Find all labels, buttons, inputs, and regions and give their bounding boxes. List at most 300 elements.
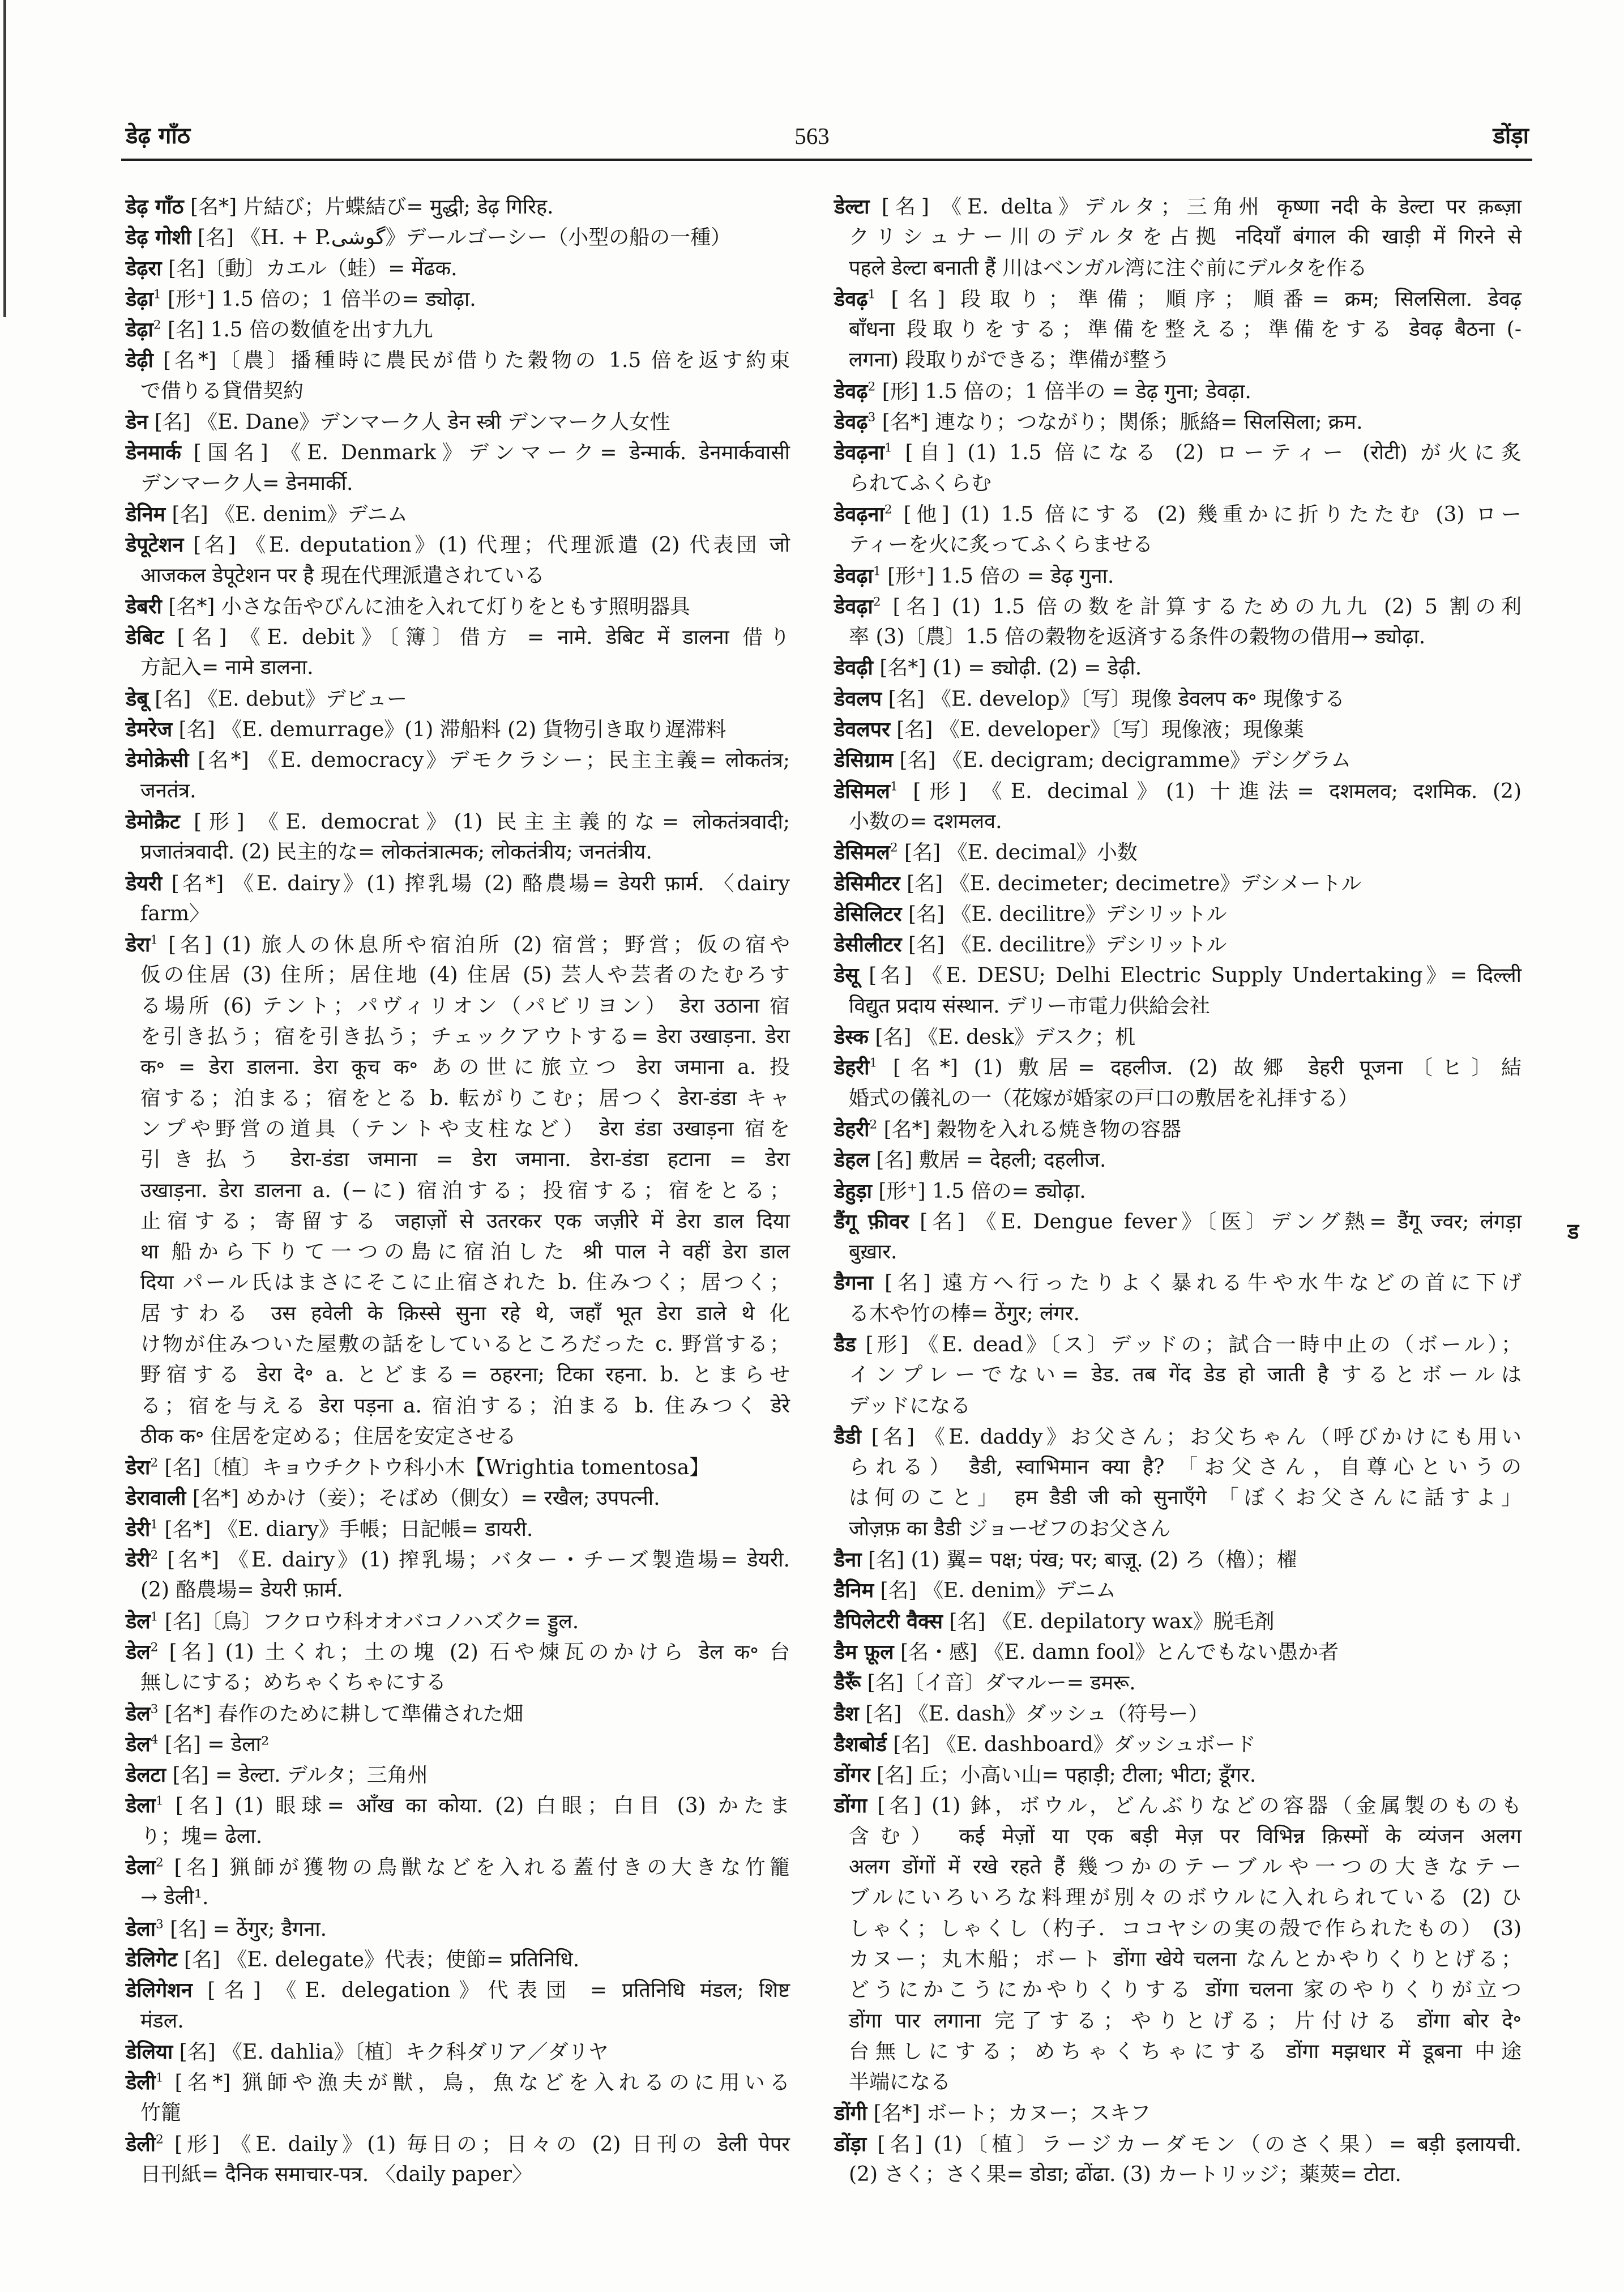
entry-text: [名] 《H. + P.گوشی》デールゴーシー（小型の船の一種） [191,226,732,250]
entry-text: 婚式の儀礼の一（花嫁が婚家の戸口の敷居を礼拝する） [849,1086,1359,1110]
entry-continuation-line [126,1299,790,1329]
entry-text: る；宿を与える डेरा पड़ना a. 宿泊する；泊まる b. 住みつく डेरे [140,1394,790,1418]
homograph-number: 1 [156,2071,164,2085]
entry-text: [形] 1.5 倍の；1 倍半の = डेढ़ गुना; डेवढ़ा. [875,379,1251,403]
entry-headword: डैम फ़ूल [834,1640,894,1664]
entry-continuation-line [126,1083,790,1114]
entry-headword: डेवलप [834,686,882,711]
entry-continuation-line [126,376,790,407]
entry-continuation-line [126,960,790,991]
entry-text: 日刊紙= दैनिक समाचार-पत्र. 〈daily paper〉 [140,2163,532,2186]
entry-text: [名] 《E. DESU; Delhi Electric Supply Undertaking》= दिल्ली [858,964,1522,988]
entry-text: る木や竹の棒= ठेंगुर; लंगर. [849,1301,1080,1325]
entry-head-line [834,652,1522,683]
entry-head-line [834,1022,1522,1052]
entry-text: [名] 猟師が獲物の鳥獣などを入れる蓋付きの大きな竹籠 [163,1856,790,1880]
entry-text: [形] 《E. democrat》(1) 民主主義的な= लोकतंत्रवादी; [180,810,790,834]
entry-headword: डेसिग्राम [834,748,894,772]
entry-headword: डेवढ़ना [834,502,884,526]
entry-text: प्रजातंत्रवादी. (2) 民主的な= लोकतंत्रात्मक; लोकतंत्रीय; जनतंत्रीय. [140,840,652,864]
entry-text: [名] 《E. dashboard》ダッシュボード [886,1732,1256,1756]
entry-headword: डेवढ़ा [834,564,873,588]
entry-text: [名*] (1) 敷居= दहलीज. (2) 故郷 डेहरी पूजना〔ヒ〕結 [877,1056,1522,1080]
entry-headword: डेढ़ा [126,318,153,342]
entry-head-line [126,806,790,837]
entry-text: [形] 《E. decimal》(1) 十進法= दशमलव; दशमिक. (2) [898,779,1522,803]
homograph-number: 2 [153,318,161,332]
entry-headword: डेला [126,1917,156,1941]
entry-text: [名*] 《E. dairy》(1) 搾乳場 (2) 酪農場= डेयरी फ़ार्म. 〈dairy [162,872,790,895]
entry-headword: डेढ़ गाँठ [126,195,184,219]
homograph-number: 1 [867,287,876,302]
entry-head-line [126,1483,790,1513]
entry-head-line [834,684,1522,714]
entry-head-line [834,837,1522,868]
homograph-number: 3 [156,1917,164,1932]
entry-continuation-line [834,1083,1522,1114]
homograph-number: 1 [869,1056,878,1070]
homograph-number: 1 [150,1610,159,1624]
entry-text: [名*] (1) = ड्योढ़ी. (2) = डेढ़ी. [873,656,1142,680]
entry-head-line [126,437,790,468]
entry-head-line [834,591,1522,622]
entry-text: था 船から下りて一つの島に宿泊した श्री पाल ने वहीं डेरा डाल [140,1240,790,1264]
header-rule [121,159,1532,161]
entry-headword: डेबरी [126,594,162,618]
homograph-number: 2 [884,502,892,517]
entry-headword: डैना [834,1548,862,1572]
entry-text: [名*] 《E. dairy》(1) 搾乳場；バター・チーズ製造場= डेयरी. [158,1548,790,1572]
entry-text: मंडल. [140,2009,184,2033]
entry-head-line [126,1852,790,1883]
left-column [126,191,790,2190]
entry-headword: डैंगू फ़ीवर [834,1209,909,1234]
entry-headword: डेमोक्रैट [126,809,180,834]
homograph-number: 1 [873,564,881,579]
entry-continuation-line [126,776,790,806]
entry-text: [名*] 穀物を入れる焼き物の容器 [877,1117,1182,1141]
entry-text: 方記入= नामे डालना. [140,656,314,680]
entry-continuation-line [834,1821,1522,1852]
entry-text: 台無しにする；めちゃくちゃにする डोंगा मझधार में डूबना 中途 [849,2039,1522,2063]
entry-continuation-line [126,1821,790,1852]
entry-continuation-line [126,2006,790,2037]
entry-text: 引き払う डेरा-डंडा जमाना = डेरा जमाना. डेरा-डंडा हटाना = डेरा [140,1148,790,1172]
entry-text: [名*] 《E. diary》手帳；日記帳= डायरी. [158,1517,533,1541]
entry-text: [名] 《E. debit》〔簿〕借方 = नामे. डेबिट में डालना 借り [164,626,790,650]
entry-continuation-line [126,1022,790,1052]
entry-head-line [834,1176,1522,1206]
entry-text: [名*] 春作のために耕して準備された畑 [158,1702,524,1726]
entry-continuation-line [834,1299,1522,1329]
entry-text: どうにかこうにかやりくりする डोंगा चलना 家のやりくりが立つ [849,1978,1522,2002]
entry-continuation-line [126,1575,790,1606]
entry-continuation-line [126,2098,790,2128]
entry-head-line [834,499,1522,530]
entry-text: [名] 《E. delta》デルタ；三角州 कृष्णा नदी के डेल्टा पर क़ब्ज़ा [869,195,1522,219]
entry-continuation-line [834,1483,1522,1513]
entry-head-line [834,776,1522,806]
entry-text: farm〉 [140,902,210,925]
entry-text: られてふくらむ [849,471,992,495]
entry-continuation-line [834,1391,1522,1422]
entry-continuation-line [834,314,1522,345]
entry-continuation-line [834,991,1522,1022]
entry-text: [形] 《E. dead》〔ス〕デッドの；試合一時中止の（ボール）； [856,1333,1522,1356]
entry-head-line [126,1790,790,1821]
entry-text: 竹籠 [140,2101,182,2125]
entry-head-line [126,2067,790,2098]
entry-text: [名] 1.5 倍の数値を出す九九 [161,318,433,342]
entry-text: 宿する；泊まる；宿をとる b. 転がりこむ；居つく डेरा-डंडा キャ [140,1086,790,1110]
entry-continuation-line [126,1667,790,1698]
entry-head-line [834,1052,1522,1083]
homograph-number: 2 [156,1855,164,1870]
entry-head-line [126,345,790,375]
entry-text: [名] 遠方へ行ったりよく暴れる牛や水牛などの首に下げ [873,1271,1522,1295]
entry-text: [名] 《E. delegation》代表団 = प्रतिनिधि मंडल; शिष्ट [192,1979,790,2003]
homograph-number: 1 [890,779,898,794]
entry-headword: डेढ़ी [126,348,153,373]
entry-continuation-line [126,2159,790,2190]
entry-headword: डेलटा [126,1763,166,1787]
entry-head-line [834,899,1522,929]
entry-text: लगना) 段取りができる；準備が整う [849,348,1170,372]
entry-headword: डेरी [126,1517,151,1541]
entry-continuation-line [126,1114,790,1145]
entry-head-line [834,561,1522,591]
homograph-number: 1 [150,1517,159,1532]
entry-text: [名]〔動〕カエル（蛙）= मेंढक. [161,257,458,280]
entry-headword: डेल [126,1732,151,1756]
running-head-first-entry: डेढ़ गाँठ [126,122,190,149]
entry-headword: डेनमार्क [126,441,181,465]
entry-continuation-line [834,2037,1522,2067]
entry-head-line [834,929,1522,960]
entry-text: [名] (1) 旅人の休息所や宿泊所 (2) 宿営；野営；仮の宿や [158,933,790,957]
entry-text: [自] (1) 1.5 倍になる (2) ローティー (रोटी) が火に炙 [892,441,1522,465]
entry-head-line [126,314,790,345]
entry-head-line [126,284,790,314]
scan-edge-line [3,0,6,317]
entry-text: デッドになる [849,1394,971,1418]
entry-headword: डेबू [126,686,148,711]
entry-headword: डेला [126,1855,156,1880]
entry-text: [名] 《E. decigram; decigramme》デシグラム [893,749,1352,772]
entry-continuation-line [834,2159,1522,2190]
entry-head-line [834,1760,1522,1790]
entry-head-line [834,1667,1522,1698]
homograph-number: 2 [890,840,898,855]
entry-headword: डैगना [834,1271,873,1295]
entry-headword: डेली [126,2071,156,2095]
homograph-number: 4 [150,1732,159,1747]
entry-head-line [834,868,1522,899]
homograph-number: 2 [150,1548,159,1563]
entry-text: [名] 段取り；準備；順序；順番= क्रम; सिलसिला. डेवढ़ [875,287,1522,311]
entry-text: [名] 《E. denim》デニム [874,1579,1116,1603]
running-head-last-entry: डोंड़ा [1493,122,1529,149]
entry-text: 居すわる उस हवेली के क़िस्से सुना रहे थे, जहाँ भूत डेरा डाले थे 化 [140,1301,790,1325]
entry-headword: डेनिम [126,502,166,526]
entry-continuation-line [834,1360,1522,1390]
entry-headword: डेबिट [126,625,164,650]
entry-text: ठीक क॰ 住居を定める；住居を安定させる [140,1424,516,1448]
entry-head-line [834,1206,1522,1237]
entry-text: 止宿する；寄留する जहाज़ों से उतरकर एक जज़ीरे में डेरा डाल दिया [140,1209,790,1233]
entry-text: [名] 《E. delegate》代表；使節= प्रतिनिधि. [177,1948,580,1971]
entry-headword: डेढ़ गोशी [126,225,191,250]
entry-headword: डेल्टा [834,195,870,219]
entry-head-line [834,745,1522,775]
homograph-number: 1 [150,933,159,947]
entry-continuation-line [834,2006,1522,2037]
entry-text: [名]〔鳥〕フクロウ科オオバコノハズク= ड्डुल. [158,1610,579,1633]
entry-text: [国名] 《E. Denmark》デンマーク= डेन्मार्क. डेनमार्कवासी [181,441,790,465]
entry-headword: डेसीलीटर [834,933,902,957]
entry-continuation-line [834,1975,1522,2005]
entry-text: 仮の住居 (3) 住所；居住地 (4) 住居 (5) 芸人や芸者のたむろす [140,963,790,987]
entry-text: [名] 《E. decilitre》デシリットル [901,902,1227,926]
entry-text: उखाड़ना. डेरा डालना a. (−に) 宿泊する；投宿する；宿をとる； [140,1179,790,1202]
entry-text: विद्युत प्रदाय संस्थान. デリー市電力供給会社 [849,994,1211,1018]
entry-text: [名] 《E. dash》ダッシュ（符号ー） [858,1702,1209,1726]
entry-text: け物が住みついた屋敷の話をしているところだった c. 野営する； [140,1332,790,1356]
entry-text: दिया パール氏はまさにそこに止宿された b. 住みつく；居つく； [140,1271,790,1295]
entry-headword: डैडी [834,1424,861,1449]
entry-text: (2) さく；さく果= डोडा; ढोंढा. (3) カートリッジ；薬莢= टोटा. [849,2163,1401,2186]
entry-continuation-line [834,1883,1522,1913]
entry-text: を引き払う；宿を引き払う；チェックアウトする= डेरा उखाड़ना. डेरा [140,1025,790,1049]
entry-text: [他] (1) 1.5 倍にする (2) 幾重かに折りたたむ (3) ロー [892,502,1522,526]
entry-headword: डेसू [834,963,859,988]
entry-head-line [834,1575,1522,1606]
entry-continuation-line [126,1145,790,1175]
entry-headword: डोंगा [834,1794,867,1818]
entry-headword: डेला [126,1794,156,1818]
entry-headword: डेवढ़ [834,287,868,311]
entry-head-line [126,1944,790,1975]
homograph-number: 2 [869,1117,878,1132]
entry-continuation-line [834,345,1522,375]
entry-text: [名] = डेला² [158,1732,270,1756]
entry-text: [名] 《E. demurrage》(1) 滞船料 (2) 貨物引き取り遅滞料 [172,718,726,742]
entry-continuation-line [126,1176,790,1206]
entry-headword: डेहरी [834,1117,870,1141]
entry-head-line [126,714,790,745]
entry-text: [名] 敷居 = देहली; दहलीज. [869,1149,1106,1172]
homograph-number: 1 [153,287,161,302]
entry-head-line [834,191,1522,222]
entry-head-line [126,591,790,622]
entry-headword: डोंड़ा [834,2132,867,2156]
entry-text: → डेली¹. [140,1886,209,1910]
entry-headword: डेवढ़ा [834,594,873,618]
entry-headword: डेहरी [834,1056,870,1080]
entry-continuation-line [834,530,1522,560]
entry-text: पहले डेल्टा बनाती हैं 川はベンガル湾に注ぐ前にデルタを作る [849,256,1367,280]
entry-headword: डेमोक्रेसी [126,748,189,772]
entry-text: [形⁺] 1.5 倍の = डेढ़ गुना. [881,564,1114,588]
entry-head-line [834,376,1522,407]
entry-text: [形⁺] 1.5 倍の；1 倍半の= ड्योढ़ा. [161,287,476,311]
entry-text: [名] 《E. develop》〔写〕現像 डेवलप क॰ 現像する [882,687,1345,711]
homograph-number: 1 [156,1794,164,1809]
thumb-index-letter: ड [1567,1218,1579,1244]
entry-headword: डेलिया [126,2039,173,2064]
entry-text: अलग डोंगों में रखे रहते हैं 幾つかのテーブルや一つの大きなテー [849,1855,1522,1879]
entry-text: डोंगा पार लगाना 完了する；やりとげる；片付ける डोंगा बोर दे॰ [849,2009,1522,2033]
homograph-number: 1 [884,441,892,455]
entry-head-line [126,929,790,960]
entry-text: [名] (1) 眼球= आँख का कोया. (2) 白眼；白目 (3) かたま [163,1794,790,1818]
entry-text: で借りる貸借契約 [140,379,304,403]
entry-continuation-line [126,1206,790,1237]
entry-continuation-line [126,1329,790,1360]
entry-head-line [834,1329,1522,1360]
entry-continuation-line [126,468,790,499]
entry-continuation-line [126,1360,790,1390]
entry-continuation-line [126,991,790,1022]
entry-head-line [126,1698,790,1729]
entry-head-line [126,191,790,222]
entry-headword: डेवढ़ी [834,656,873,680]
entry-head-line [126,2129,790,2159]
entry-head-line [126,1452,790,1483]
entry-headword: डेवढ़ना [834,441,884,465]
entry-headword: डेल [126,1701,151,1726]
entry-text: [名] 丘；小高い山= पहाड़ी; टीला; भीटा; डूँगर. [870,1764,1257,1787]
entry-continuation-line [126,1883,790,1913]
homograph-number: 2 [150,1456,159,1470]
entry-text: [名] 《E. daddy》お父さん；お父ちゃん（呼びかけにも用い [861,1425,1522,1449]
entry-headword: डेलिगेशन [126,1978,193,2003]
entry-text: [名] 《E. decimeter; decimetre》デシメートル [900,872,1362,895]
entry-head-line [126,745,790,775]
entry-text: [名] = डेल्टा. デルタ；三角州 [166,1764,428,1787]
entry-text: 無しにする；めちゃくちゃにする [140,1671,447,1695]
entry-text: [名]〔イ音〕ダマルー= डमरू. [861,1671,1136,1695]
entry-text: [名] 《E. Dengue fever》〔医〕デング熱= डैंगू ज्वर; लंगड़ा [908,1210,1522,1234]
entry-continuation-line [126,1391,790,1422]
entry-headword: डैपिलेटरी वैक्स [834,1609,943,1633]
entry-continuation-line [834,1944,1522,1975]
entry-continuation-line [834,222,1522,253]
entry-head-line [126,1914,790,1944]
entry-text: (2) 酪農場= डेयरी फ़ार्म. [140,1578,343,1602]
entry-text: आजकल डेपूटेशन पर है 現在代理派遣されている [140,564,545,587]
entry-head-line [126,1514,790,1544]
entry-headword: डेरा [126,1456,151,1480]
entry-headword: डेहल [834,1148,870,1172]
entry-text: インプレーでない= डेड. तब गेंद डेड हो जाती है するとボールは [849,1363,1522,1387]
homograph-number: 2 [156,2132,164,2147]
entry-headword: डेल [126,1609,151,1633]
entry-continuation-line [126,652,790,683]
entry-head-line [126,1729,790,1760]
homograph-number: 2 [150,1640,159,1655]
entry-text: [名]〔植〕キョウチクトウ科小木【Wrightia tomentosa】 [158,1456,710,1480]
entry-text: [名*]〔農〕播種時に農民が借りた穀物の 1.5 倍を返す約束 [153,349,790,373]
entry-text: [名] 《E. decilitre》デシリットル [901,933,1227,957]
entry-continuation-line [834,1237,1522,1267]
entry-text: बुख़ार. [849,1240,898,1264]
entry-headword: डेली [126,2132,156,2156]
entry-head-line [834,1544,1522,1575]
entry-headword: डेहुड़ा [834,1179,872,1203]
entry-text: 半端になる [849,2071,951,2094]
entry-text: [形⁺] 1.5 倍の= ड्योढ़ा. [871,1179,1086,1203]
entry-headword: डेवलपर [834,718,890,742]
entry-head-line [834,1606,1522,1637]
entry-head-line [126,1760,790,1790]
entry-text: [名*] ボート；カヌー；スキフ [867,2102,1151,2125]
homograph-number: 3 [150,1702,159,1717]
homograph-number: 3 [867,410,876,425]
entry-text: [名] (1) 1.5 倍の数を計算するための九九 (2) 5 割の利 [881,595,1522,618]
entry-continuation-line [834,622,1522,652]
entry-headword: डैनिम [834,1578,874,1603]
entry-text: [名・感] 《E. damn fool》とんでもない愚か者 [894,1640,1339,1664]
entry-head-line [126,868,790,899]
entry-head-line [126,407,790,437]
entry-text: [名*] 小さな缶やびんに油を入れて灯りをともす照明器具 [161,595,690,618]
entry-head-line [834,437,1522,468]
entry-continuation-line [834,253,1522,284]
entry-continuation-line [126,899,790,929]
entry-head-line [126,530,790,560]
entry-headword: डेस्क [834,1025,869,1049]
entry-text: [形] 《E. daily》(1) 毎日の；日々の (2) 日刊の डेली पेपर [163,2132,790,2156]
entry-headword: डोंगी [834,2101,867,2125]
entry-text: [名] (1) 鉢，ボウル，どんぶりなどの容器（金属製のものも [867,1794,1522,1818]
entry-text: [名*] 連なり；つながり；関係；脈絡= सिलसिला; क्रम. [875,411,1363,434]
entry-head-line [834,407,1522,437]
entry-text: ティーを火に炙ってふくらませる [849,533,1153,557]
entry-headword: डैरूँ [834,1671,861,1695]
entry-continuation-line [126,1237,790,1267]
entry-headword: डेढ़रा [126,256,162,280]
entry-head-line [834,1267,1522,1298]
entry-headword: डेयरी [126,871,163,895]
entry-head-line [834,1114,1522,1145]
entry-text: [名] 《E. depilatory wax》脱毛剤 [942,1610,1275,1633]
entry-head-line [834,2098,1522,2128]
entry-text: 野宿する डेरा दे॰ a. とどまる= ठहरना; टिका रहना. b. とまらせ [140,1363,790,1387]
entry-head-line [834,960,1522,991]
entry-head-line [126,2037,790,2067]
entry-head-line [126,684,790,714]
entry-head-line [834,1729,1522,1760]
entry-text: [名*] 猟師や漁夫が獣，鳥，魚などを入れるのに用いる [163,2071,790,2095]
entry-text: 含む） कई मेज़ों या एक बड़ी मेज़ पर विभिन्न क़िस्मों के व्यंजन अलग [849,1824,1522,1848]
entry-headword: डेसिमल [834,840,890,865]
entry-text: しゃく；しゃくし（杓子．ココヤシの実の殻で作られたもの） (3) [849,1917,1522,1940]
entry-headword: डैड [834,1332,856,1356]
entry-continuation-line [834,1514,1522,1544]
entry-head-line [126,622,790,652]
entry-text: [名] (1)〔植〕ラージカーダモン（のさく果）= बड़ी इलायची. [866,2132,1522,2156]
entry-continuation-line [126,1052,790,1083]
entry-text: [名] 《E. deputation》(1) 代理；代理派遣 (2) 代表団 जो [183,533,790,557]
entry-head-line [126,1606,790,1637]
entry-headword: डेन [126,410,148,434]
entry-continuation-line [834,806,1522,837]
entry-text: 率 (3)〔農〕1.5 倍の穀物を返済する条件の穀物の借用→ ड्योढ़ा. [849,625,1426,649]
entry-text: ンプや野営の道具（テントや支柱など） डेरा डंडा उखाड़ना 宿を [140,1117,790,1141]
entry-text: り；塊= ढेला. [140,1824,263,1848]
entry-headword: डेरी [126,1548,151,1572]
